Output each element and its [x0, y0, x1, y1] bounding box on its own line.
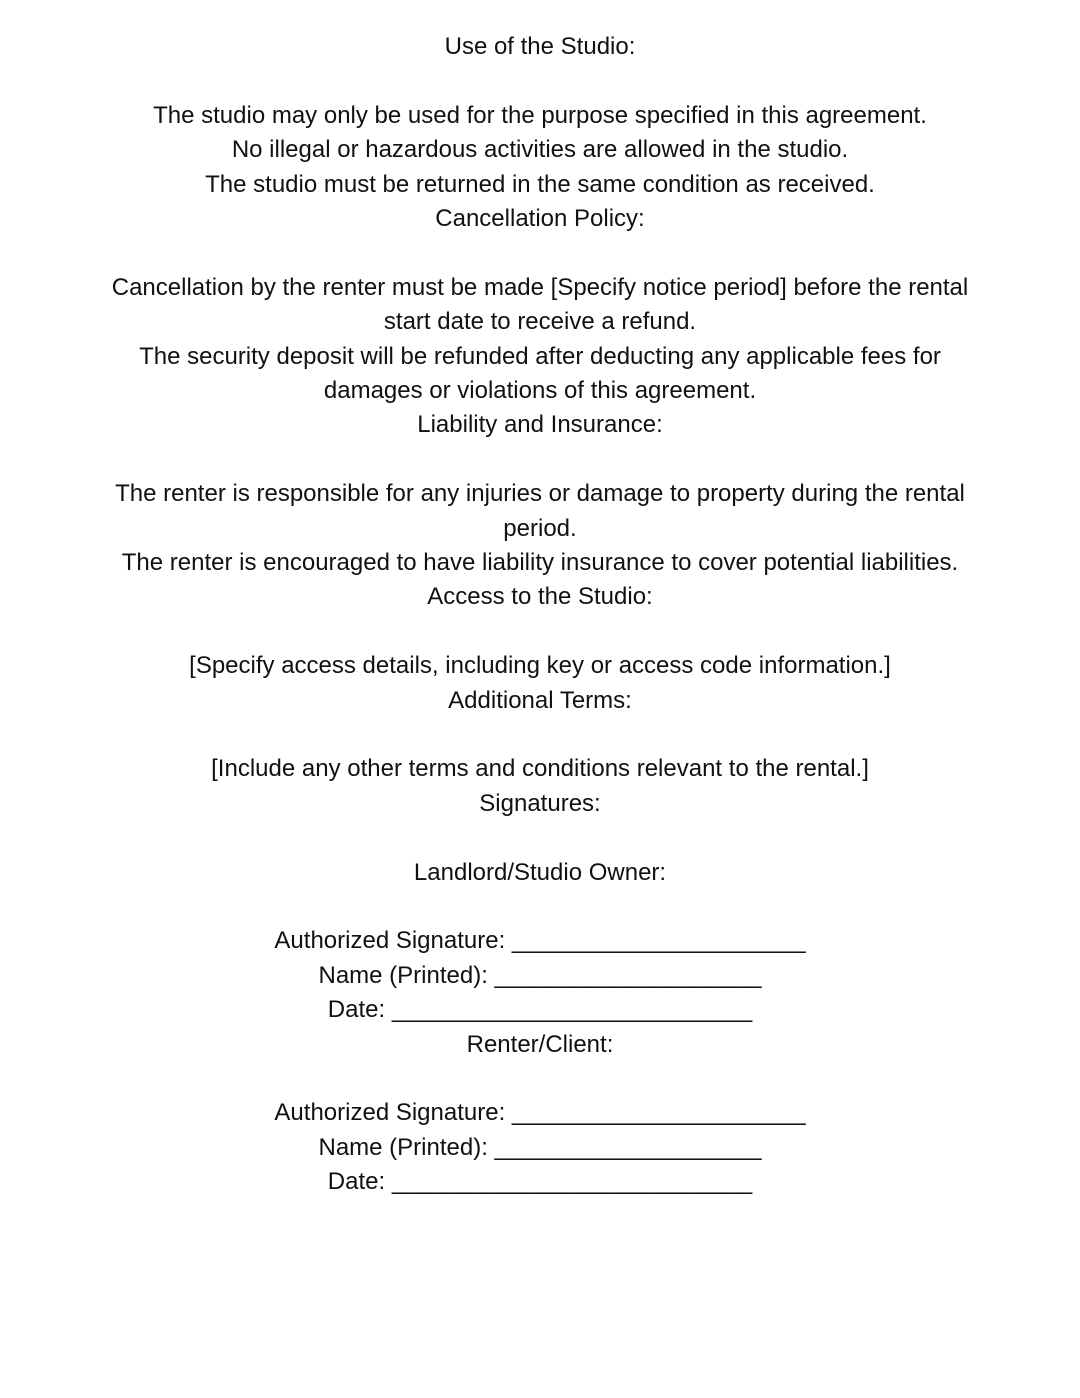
liability-heading: Liability and Insurance:	[417, 411, 663, 439]
renter-heading: Renter/Client:	[466, 1030, 614, 1058]
liability-para1-line1: The renter is responsible for any injuries or damage to property during the rental	[115, 480, 965, 508]
liability-para2: The renter is encouraged to have liability insurance to cover potential liabilities.	[121, 549, 959, 577]
spacer	[40, 236, 1040, 270]
use-line-purpose: The studio may only be used for the purpose specified in this agreement.	[153, 101, 927, 129]
spacer	[40, 890, 1040, 924]
cancellation-para1-line1: Cancellation by the renter must be made [Specify notice period] before the rental	[111, 273, 969, 301]
spacer	[40, 1062, 1040, 1096]
use-line-condition: The studio must be returned in the same condition as received.	[205, 170, 875, 198]
additional-text: [Include any other terms and conditions relevant to the rental.]	[211, 755, 869, 783]
spacer	[40, 443, 1040, 477]
signatures-heading: Signatures:	[479, 789, 601, 817]
landlord-name-field[interactable]: Name (Printed): ____________________	[318, 961, 762, 989]
spacer	[40, 718, 1040, 752]
use-line-illegal: No illegal or hazardous activities are allowed in the studio.	[231, 136, 849, 164]
renter-signature-field[interactable]: Authorized Signature: ______________________	[274, 1099, 806, 1127]
document-page	[40, 30, 1040, 1200]
cancellation-para2-line2: damages or violations of this agreement.	[323, 377, 757, 405]
cancellation-para1-line2: start date to receive a refund.	[383, 308, 697, 336]
spacer	[40, 821, 1040, 855]
access-heading: Access to the Studio:	[427, 583, 653, 611]
renter-date-field[interactable]: Date: ___________________________	[327, 1168, 753, 1196]
spacer	[40, 64, 1040, 98]
spacer	[40, 615, 1040, 649]
cancellation-heading: Cancellation Policy:	[435, 205, 645, 233]
landlord-date-field[interactable]: Date: ___________________________	[327, 996, 753, 1024]
additional-heading: Additional Terms:	[448, 686, 632, 714]
landlord-signature-field[interactable]: Authorized Signature: ______________________	[274, 927, 806, 955]
liability-para1-line2: period.	[503, 514, 577, 542]
cancellation-para2-line1: The security deposit will be refunded after deducting any applicable fees for	[139, 342, 941, 370]
use-heading: Use of the Studio:	[444, 33, 636, 60]
landlord-heading: Landlord/Studio Owner:	[413, 858, 667, 886]
access-text: [Specify access details, including key or access code information.]	[189, 652, 891, 680]
renter-name-field[interactable]: Name (Printed): ____________________	[318, 1133, 762, 1161]
